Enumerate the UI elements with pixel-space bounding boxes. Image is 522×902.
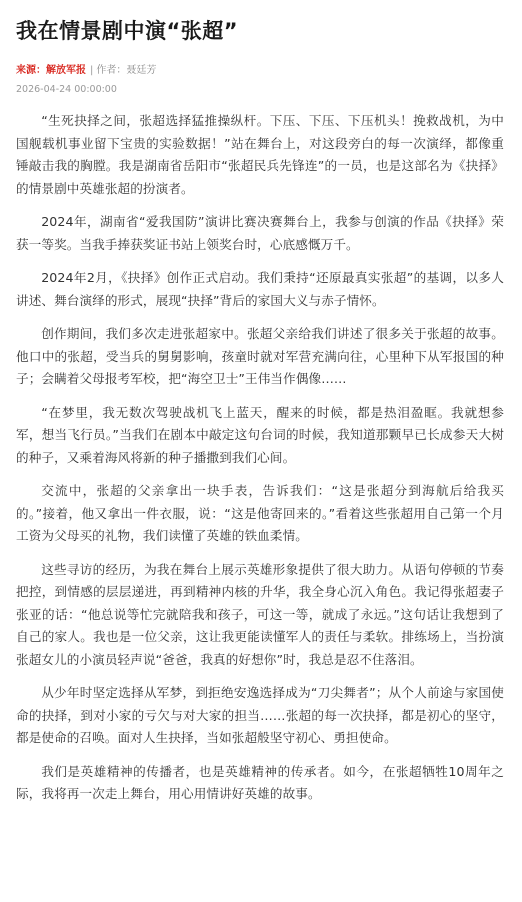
article-source[interactable]: 来源：解放军报: [16, 65, 86, 76]
paragraph-3: 2024年2月，《抉择》创作正式启动。我们秉持“还原最真实张超”的基调，以多人讲述、舞台演绎的形式，展现“抉择”背后的家国大义与赤子情怀。: [16, 270, 504, 308]
paragraph-4: 创作期间，我们多次走进张超家中。张超父亲给我们讲述了很多关于张超的故事。他口中的张超，受当兵的舅舅影响，孩童时就对军营充满向往，心里种下从军报国的种子；会瞒着父母报考军校，把“海空卫士”王伟当作偶像……: [16, 326, 504, 386]
article-meta: [16, 64, 504, 78]
paragraph-6: 交流中，张超的父亲拿出一块手表，告诉我们：“这是张超分到海航后给我买的。”接着，他又拿出一件衣服，说：“这是他寄回来的。”看着这些张超用自己第一个月工资为父母买的礼物，我们读懂了英雄的铁血柔情。: [16, 483, 504, 543]
article-author: 作者：聂廷芳: [96, 65, 157, 76]
paragraph-5: “在梦里，我无数次驾驶战机飞上蓝天，醒来的时候，都是热泪盈眶。我就想参军，想当飞行员。”当我们在剧本中敲定这句台词的时候，我知道那颗早已长成参天大树的种子，又乘着海风将新的种子播撒到我们心间。: [16, 404, 504, 465]
paragraph-2: 2024年，湖南省“爱我国防”演讲比赛决赛舞台上，我参与创演的作品《抉择》荣获一等奖。当我手捧获奖证书站上领奖台时，心底感慨万千。: [16, 214, 504, 252]
article-body: [16, 110, 504, 806]
paragraph-7: 这些寻访的经历，为我在舞台上展示英雄形象提供了很大助力。从语句停顿的节奏把控，到情感的层层递进，再到精神内核的升华，我全身心沉入角色。我记得张超妻子张亚的话：“他总说等忙完就陪我和孩子，可这一等，就成了永远。”这句话让我想到了自己的家人。我也是一位父亲，这让我更能读懂军人的责任与柔软。排练场上，当扮演张超女儿的小演员轻声说“爸爸，我真的好想你”时，我总是忍不住落泪。: [16, 561, 504, 667]
publish-date: 2026-04-24 00:00:00: [16, 84, 117, 95]
paragraph-8: 从少年时坚定选择从军梦，到拒绝安逸选择成为“刀尖舞者”；从个人前途与家国使命的抉择，到对小家的亏欠与对大家的担当……张超的每一次抉择，都是初心的坚守，都是使命的召唤。面对人生抉择，当如张超般坚守初心、勇担使命。: [16, 685, 504, 745]
meta-separator: |: [90, 65, 94, 76]
article-title: 我在情景剧中演“张超”: [16, 19, 239, 43]
paragraph-9: 我们是英雄精神的传播者，也是英雄精神的传承者。如今，在张超牺牲10周年之际，我将再一次走上舞台，用心用情讲好英雄的故事。: [16, 763, 504, 801]
paragraph-1: “生死抉择之间，张超选择猛推操纵杆。下压、下压、下压机头！挽救战机，为中国舰载机事业留下宝贵的实验数据！”站在舞台上，对这段旁白的每一次演绎，都像重锤敲击我的胸膛。我是湖南省岳阳市“张超民兵先锋连”的一员，也是这部名为《抉择》的情景剧中英雄张超的扮演者。: [16, 113, 504, 196]
